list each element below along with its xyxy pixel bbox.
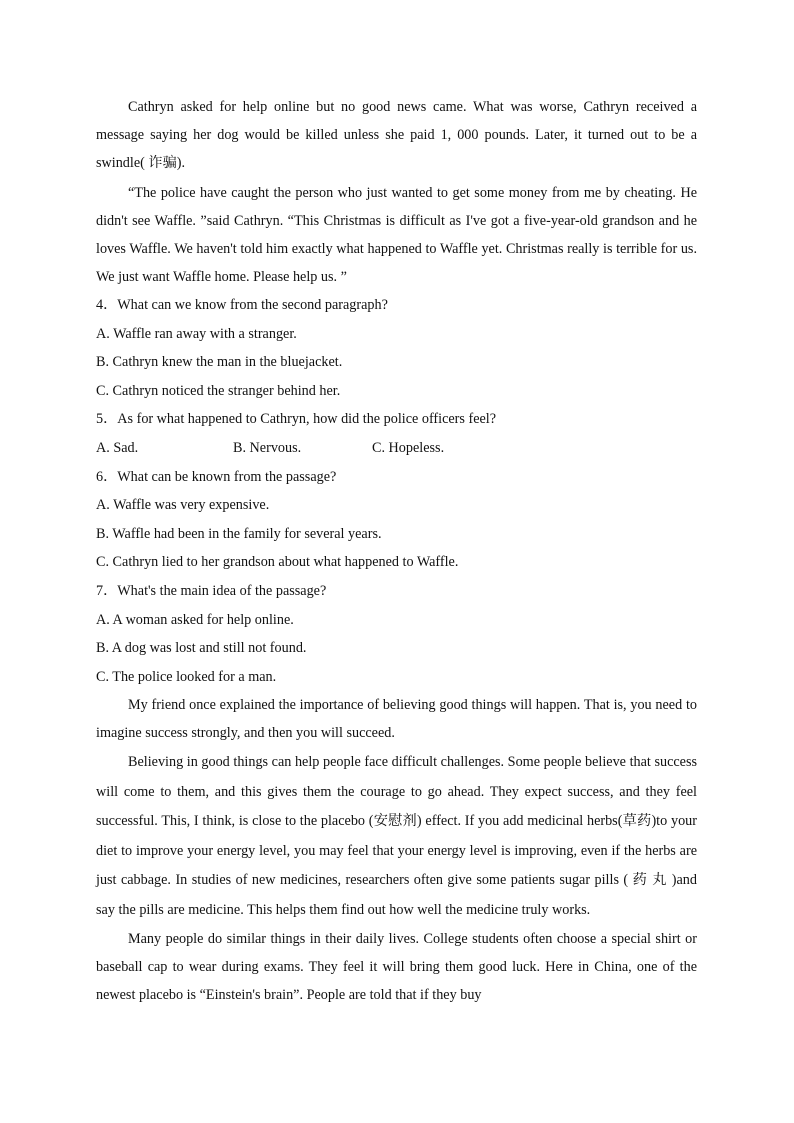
question-6-option-c: C. Cathryn lied to her grandson about what happened to Waffle. (96, 554, 459, 571)
passage-paragraph: Believing in good things can help people face difficult challenges. Some people believe that success will come to them, and this gives them the courage to go ahead. They expect success, and they feel successful. This, I think, is close to the placebo (安慰剂) effect. If you add medicinal herbs(草药)to your diet to improve your energy level, you may feel that your energy level is improving, even if the herbs are just cabbage. In studies of new medicines, researchers often give some patients sugar pills ( 药 丸 )and say the pills are medicine. This helps them find out how well the medicine truly works. (96, 754, 697, 918)
document-page (96, 93, 697, 1009)
question-6-option-a: A. Waffle was very expensive. (96, 497, 270, 514)
passage-paragraph: Many people do similar things in their daily lives. College students often choose a special shirt or baseball cap to wear during exams. They feel it will bring them good luck. Here in China, one of the newest placebo is “Einstein's brain”. People are told that if they buy (96, 931, 697, 1004)
question-4-option-a: A. Waffle ran away with a stranger. (96, 325, 297, 342)
passage-paragraph: “The police have caught the person who just wanted to get some money from me by cheating. He didn't see Waffle. ”said Cathryn. “This Christmas is difficult as I've got a five-year-old grandson and he loves Waffle. We haven't told him exactly what happened to Waffle yet. Christmas really is terrible for us. We just want Waffle home. Please help us. ” (96, 185, 697, 285)
question-7-option-c: C. The police looked for a man. (96, 668, 277, 685)
question-5-option-b: B. Nervous. (233, 439, 302, 456)
question-4-option-c: C. Cathryn noticed the stranger behind her. (96, 382, 341, 399)
question-4-stem: 4．What can we know from the second paragraph? (96, 297, 388, 313)
question-4-option-b: B. Cathryn knew the man in the bluejacket. (96, 354, 343, 371)
question-6-stem: 6．What can be known from the passage? (96, 468, 337, 485)
question-5-option-a: A. Sad. (96, 439, 139, 456)
passage-paragraph: My friend once explained the importance of believing good things will happen. That is, you need to imagine success strongly, and then you will succeed. (96, 697, 697, 742)
question-5-option-c: C. Hopeless. (372, 439, 445, 456)
question-5-stem: 5．As for what happened to Cathryn, how did the police officers feel? (96, 411, 497, 428)
question-7-option-a: A. A woman asked for help online. (96, 611, 294, 628)
question-7-option-b: B. A dog was lost and still not found. (96, 640, 307, 657)
question-5-options (96, 434, 697, 463)
question-7-stem: 7．What's the main idea of the passage? (96, 582, 327, 599)
passage-paragraph: Cathryn asked for help online but no good news came. What was worse, Cathryn received a message saying her dog would be killed unless she paid 1, 000 pounds. Later, it turned out to be a swindle( 诈骗). (96, 99, 697, 171)
question-6-option-b: B. Waffle had been in the family for several years. (96, 525, 382, 542)
